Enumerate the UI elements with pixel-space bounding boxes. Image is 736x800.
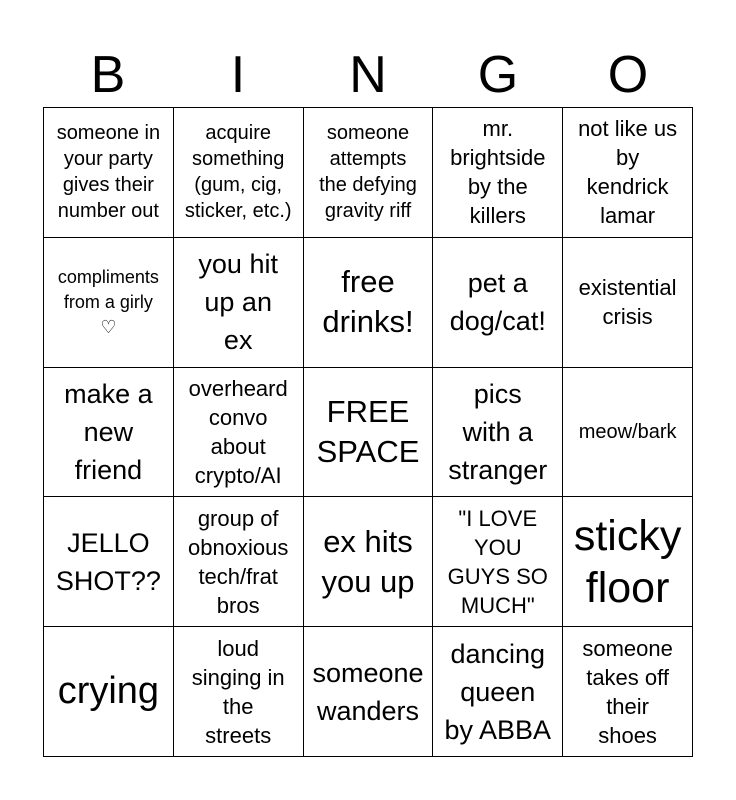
bingo-cell-r1-c3[interactable]: someone attempts the defying gravity riff xyxy=(304,108,434,238)
bingo-cell-r1-c1[interactable]: someone in your party gives their number out xyxy=(44,108,174,238)
bingo-cell-r3-c5[interactable]: meow/bark xyxy=(563,368,693,498)
title-letter-n: N xyxy=(349,46,387,104)
bingo-cell-r4-c1[interactable]: JELLO SHOT?? xyxy=(44,497,174,627)
bingo-cell-r5-c3[interactable]: someone wanders xyxy=(304,627,434,757)
bingo-cell-r4-c5[interactable]: sticky floor xyxy=(563,497,693,627)
title-letter-o: O xyxy=(607,46,649,104)
bingo-board xyxy=(43,107,693,757)
bingo-cell-r3-c1[interactable]: make a new friend xyxy=(44,368,174,498)
bingo-cell-r3-c2[interactable]: overheard convo about crypto/AI xyxy=(174,368,304,498)
bingo-cell-r2-c3[interactable]: free drinks! xyxy=(304,238,434,368)
bingo-cell-r4-c3[interactable]: ex hits you up xyxy=(304,497,434,627)
bingo-cell-r2-c1[interactable]: compliments from a girly ♡ xyxy=(44,238,174,368)
title-letter-g: G xyxy=(477,46,519,104)
bingo-cell-r4-c2[interactable]: group of obnoxious tech/frat bros xyxy=(174,497,304,627)
bingo-title xyxy=(43,44,693,106)
bingo-cell-r1-c5[interactable]: not like us by kendrick lamar xyxy=(563,108,693,238)
bingo-cell-r2-c5[interactable]: existential crisis xyxy=(563,238,693,368)
bingo-cell-r5-c5[interactable]: someone takes off their shoes xyxy=(563,627,693,757)
bingo-cell-r3-c4[interactable]: pics with a stranger xyxy=(433,368,563,498)
bingo-cell-r3-c3[interactable]: FREE SPACE xyxy=(304,368,434,498)
bingo-cell-r4-c4[interactable]: "I LOVE YOU GUYS SO MUCH" xyxy=(433,497,563,627)
bingo-cell-r2-c2[interactable]: you hit up an ex xyxy=(174,238,304,368)
bingo-cell-r1-c4[interactable]: mr. brightside by the killers xyxy=(433,108,563,238)
bingo-cell-r5-c2[interactable]: loud singing in the streets xyxy=(174,627,304,757)
bingo-cell-r5-c1[interactable]: crying xyxy=(44,627,174,757)
title-letter-b: B xyxy=(90,46,126,104)
title-letter-i: I xyxy=(230,46,246,104)
bingo-cell-r5-c4[interactable]: dancing queen by ABBA xyxy=(433,627,563,757)
bingo-cell-r1-c2[interactable]: acquire something (gum, cig, sticker, etc.) xyxy=(174,108,304,238)
bingo-cell-r2-c4[interactable]: pet a dog/cat! xyxy=(433,238,563,368)
